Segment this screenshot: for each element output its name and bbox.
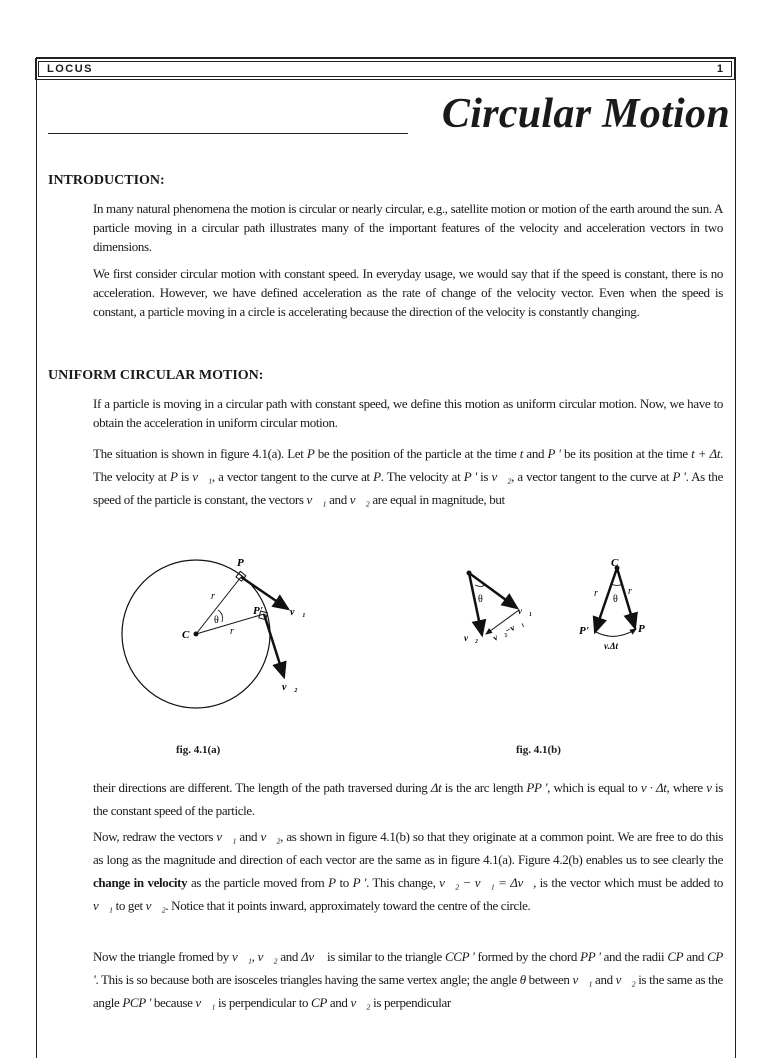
page-header — [38, 61, 732, 77]
label-delta-v: v⃗₂−v⃗₁ — [491, 617, 526, 643]
arc-v-delta-t — [596, 629, 636, 636]
paragraph-ucm-1: If a particle is moving in a circular path with constant speed, we define this motion as uniform circular motion. Now, we have to obtain the acceleration in uniform circular motion. — [93, 396, 723, 430]
label-theta-b: θ — [478, 594, 483, 605]
label-v1-b: v⃗₁ — [518, 606, 533, 616]
radius-cp-b — [617, 568, 635, 628]
paragraph-ucm-2: The situation is shown in figure 4.1(a). Let P be the position of the particle at the time t and P ' be its position at the time t + Δt. The velocity at P is v⃗₁, a vector tangent to the curve at P. The velocity at P ' is v⃗₂, a vector tangent to the curve at P '. As the speed of the particle is constant, the vectors v⃗₁ and v⃗₂ are equal in magnitude, but — [93, 446, 724, 507]
label-theta: θ — [214, 615, 219, 626]
paragraph-ucm-3: their directions are different. The length of the path traversed during Δt is the arc length PP ', which is equal to v · Δt, where v is the constant speed of the particle. — [93, 780, 724, 818]
label-p-prime: P' — [253, 605, 263, 617]
label-c-b: C — [611, 557, 619, 569]
page-number: 1 — [716, 63, 723, 75]
label-theta2-b: θ — [613, 594, 618, 605]
paragraph-ucm-4: Now, redraw the vectors v⃗₁ and v⃗₂, as shown in figure 4.1(b) so that they originate at a common point. We are free to do this as long as the magnitude and direction of each vector are the same as in figure 4.1(a). Figure 4.2(b) enables us to see clearly the change in velocity as the particle moved from P to P '. This change, v⃗₂ − v⃗₁ = Δv⃗, is the vector which must be added to v⃗₁ to get v⃗₂. Notice that it points inward, approximately toward the centre of the circle. — [93, 829, 724, 913]
label-r2-b: r — [628, 586, 632, 597]
center-point — [194, 632, 199, 637]
page-title: Circular Motion — [441, 91, 730, 137]
label-v1: v⃗₁ — [290, 607, 306, 618]
chapter-name: LOCUS — [47, 63, 93, 75]
paragraph-ucm-5: Now the triangle fromed by v⃗₁, v⃗₂ and Δv⃗ is similar to the triangle CCP ' formed by the chord PP ' and the radii CP and CP '. This is so because both are isosceles triangles having the same vertex angle; the angle θ between v⃗₁ and v⃗₂ is the same as the angle PCP ' because v⃗₁ is perpendicular to CP and v⃗₂ is perpendicular — [93, 949, 724, 1010]
label-p-prime-b: P' — [579, 625, 589, 637]
label-p: P — [237, 557, 244, 569]
label-p-b: P — [638, 623, 645, 635]
heading-introduction: INTRODUCTION: — [48, 173, 165, 188]
label-c: C — [182, 629, 190, 641]
theta-arc-b — [475, 585, 485, 587]
caption-fig-4-1b: fig. 4.1(b) — [516, 744, 561, 756]
label-r1: r — [211, 591, 215, 602]
title-rule — [48, 133, 408, 134]
label-v2: v⃗₂ — [282, 682, 298, 693]
label-arc: v.Δt — [604, 641, 619, 651]
paragraph-intro-1: In many natural phenomena the motion is circular or nearly circular, e.g., satellite motion or motion of the earth around the sun. A particle moving in a circular path illustrates many of the important features of the velocity and acceleration vectors in two dimensions. — [93, 201, 723, 254]
paragraph-intro-2: We first consider circular motion with constant speed. In everyday usage, we would say that if the speed is constant, there is no acceleration. However, we have defined acceleration as the rate of change of the velocity vector. Even when the speed is constant, a particle moving in a circle is accelerating because the direction of the velocity is constantly changing. — [93, 266, 723, 319]
vector-v2-arrow — [264, 614, 284, 677]
heading-uniform-circular-motion: UNIFORM CIRCULAR MOTION: — [48, 368, 264, 383]
label-r2: r — [230, 626, 234, 637]
label-v2-b: v⃗₂ — [464, 633, 479, 643]
figure-4-1b — [455, 552, 670, 662]
figure-4-1a — [110, 552, 330, 742]
vector-v1-arrow — [241, 577, 288, 609]
caption-fig-4-1a: fig. 4.1(a) — [176, 744, 221, 756]
label-r1-b: r — [594, 588, 598, 599]
